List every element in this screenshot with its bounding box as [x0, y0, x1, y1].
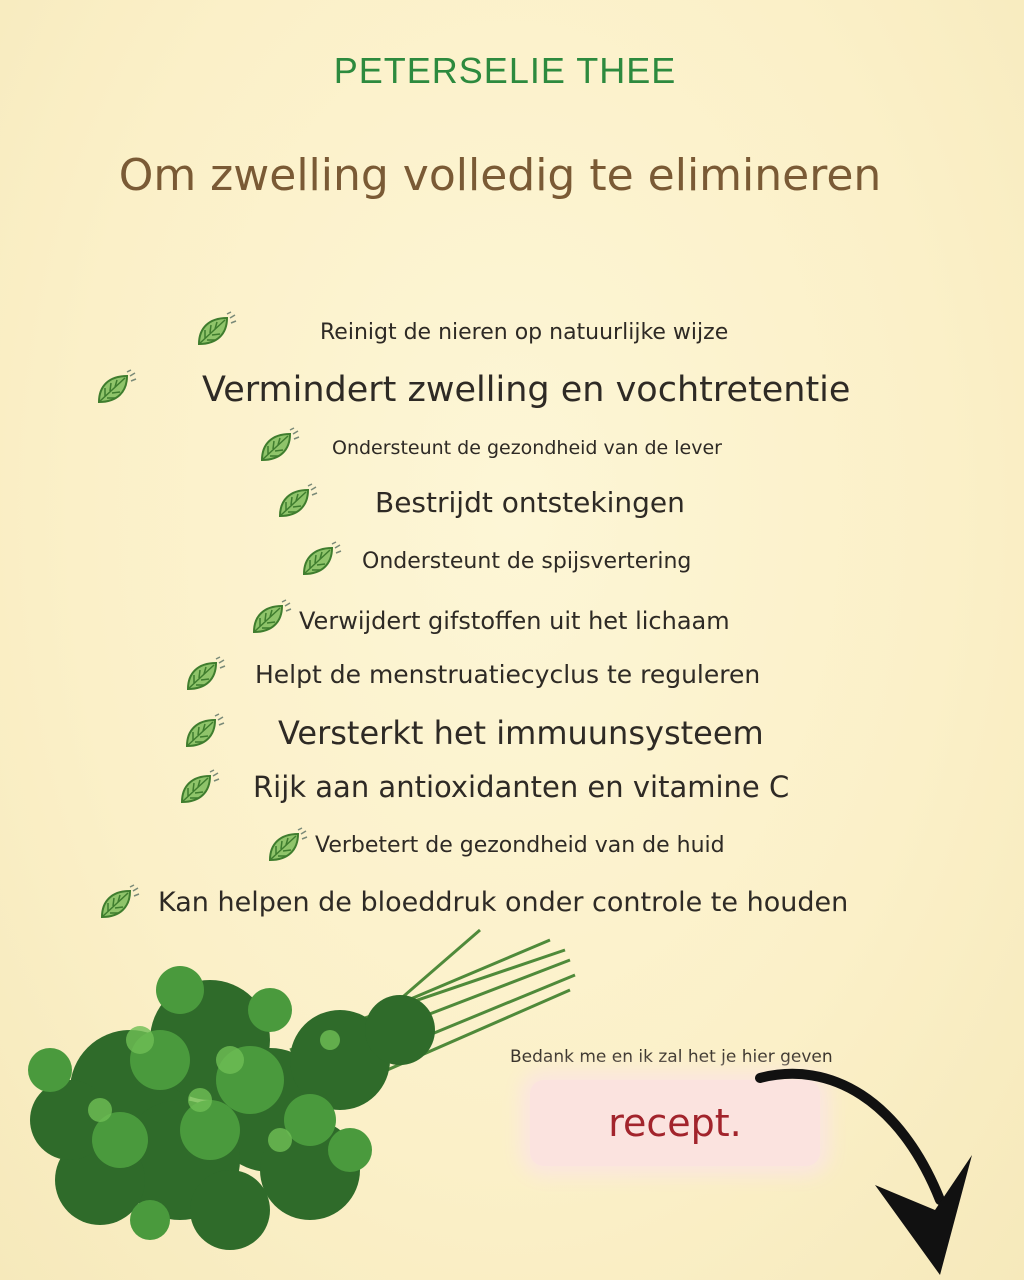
leaf-icon [178, 768, 222, 808]
recipe-button-label: recept. [608, 1101, 742, 1145]
cta-text: Bedank me en ik zal het je hier geven [510, 1047, 833, 1067]
benefit-item: Helpt de menstruatiecyclus te reguleren [255, 660, 761, 689]
benefit-item: Versterkt het immuunsysteem [278, 714, 764, 752]
benefit-item: Ondersteunt de spijsvertering [362, 549, 692, 574]
curved-arrow-icon [750, 1060, 990, 1280]
benefit-item: Reinigt de nieren op natuurlijke wijze [320, 320, 729, 345]
leaf-icon [258, 426, 302, 466]
leaf-icon [195, 310, 239, 350]
leaf-icon [183, 712, 227, 752]
parsley-image [10, 920, 590, 1260]
benefit-item: Bestrijdt ontstekingen [375, 486, 685, 519]
leaf-icon [300, 540, 344, 580]
leaf-icon [95, 368, 139, 408]
benefit-item: Kan helpen de bloeddruk onder controle te houden [158, 887, 849, 918]
benefit-item: Vermindert zwelling en vochtretentie [202, 370, 851, 410]
leaf-icon [184, 655, 228, 695]
leaf-icon [250, 598, 294, 638]
page-title: PETERSELIE THEE [333, 50, 677, 91]
leaf-icon [98, 883, 142, 923]
leaf-icon [266, 826, 310, 866]
page-subtitle: Om zwelling volledig te elimineren [118, 150, 882, 201]
benefit-item: Ondersteunt de gezondheid van de lever [332, 437, 722, 459]
benefit-item: Verwijdert gifstoffen uit het lichaam [299, 607, 730, 635]
benefit-item: Rijk aan antioxidanten en vitamine C [253, 770, 790, 804]
leaf-icon [276, 482, 320, 522]
benefit-item: Verbetert de gezondheid van de huid [315, 833, 725, 858]
